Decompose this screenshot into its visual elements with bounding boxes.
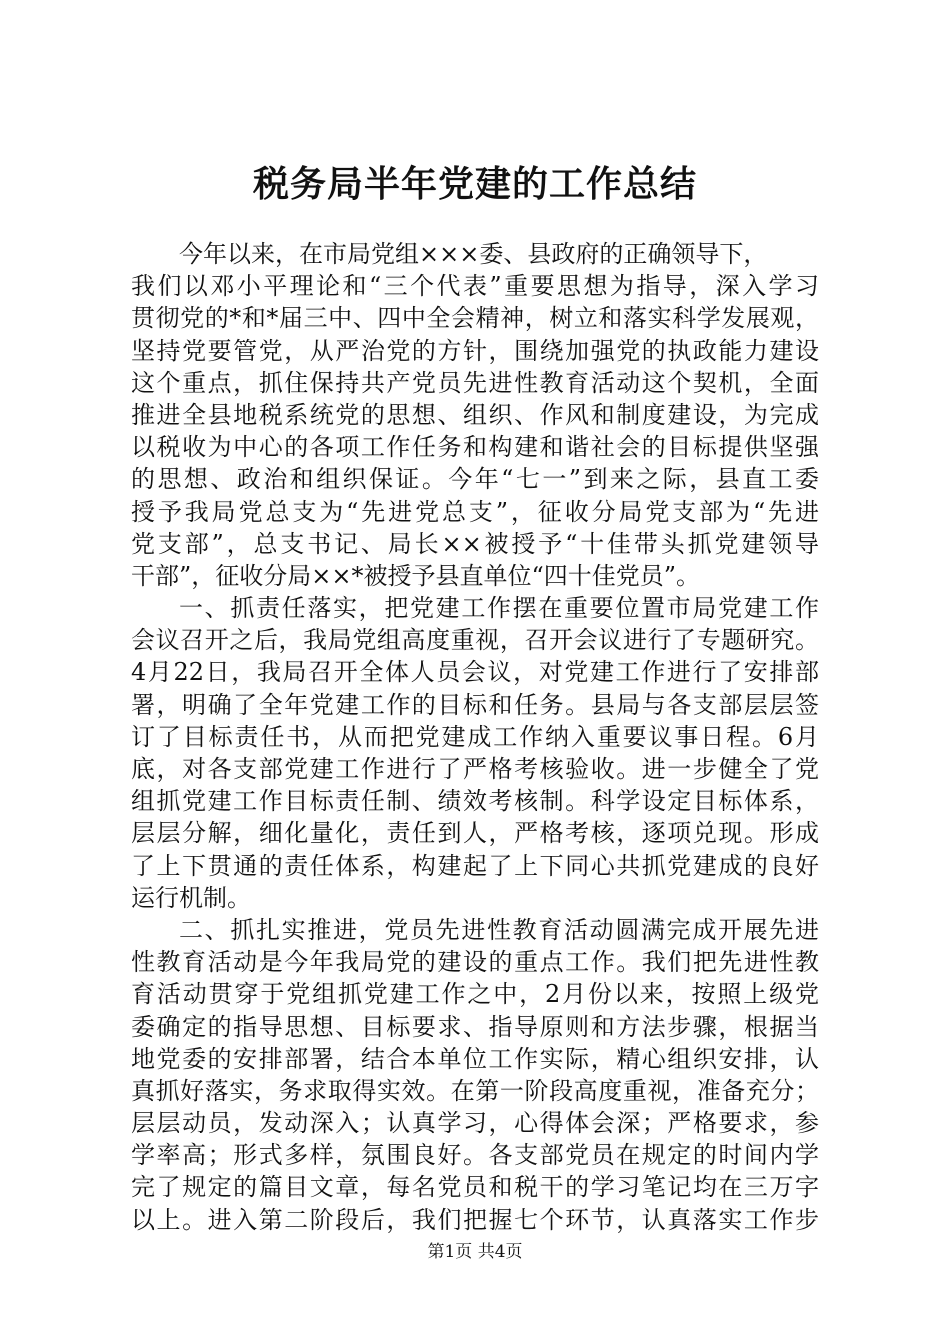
body-line: 坚持党要管党，从严治党的方针，围绕加强党的执政能力建设 xyxy=(131,336,819,365)
body-line: 运行机制。 xyxy=(131,883,251,912)
body-line: 一、抓责任落实，把党建工作摆在重要位置市局党建工作 xyxy=(179,594,819,623)
body-line: 会议召开之后，我局党组高度重视，召开会议进行了专题研究。 xyxy=(131,626,819,655)
body-line: 干部”，征收分局××*被授予县直单位“四十佳党员”。 xyxy=(131,561,701,590)
body-line: 以上。进入第二阶段后，我们把握七个环节，认真落实工作步 xyxy=(131,1205,819,1234)
body-line: 贯彻党的*和*届三中、四中全会精神，树立和落实科学发展观， xyxy=(131,304,819,333)
body-line: 真抓好落实，务求取得实效。在第一阶段高度重视，准备充分； xyxy=(131,1076,819,1105)
body-line: 的思想、政治和组织保证。今年“七一”到来之际，县直工委 xyxy=(131,465,819,494)
body-line: 我们以邓小平理论和“三个代表”重要思想为指导，深入学习 xyxy=(131,272,819,301)
page-footer: 第1页 共4页 xyxy=(427,1242,523,1262)
body-line: 层层动员，发动深入；认真学习，心得体会深；严格要求，参 xyxy=(131,1109,819,1138)
body-line: 完了规定的篇目文章，每名党员和税干的学习笔记均在三万字 xyxy=(131,1173,819,1202)
body-line: 组抓党建工作目标责任制、绩效考核制。科学设定目标体系， xyxy=(131,787,819,816)
body-line: 这个重点，抓住保持共产党员先进性教育活动这个契机，全面 xyxy=(131,368,819,397)
body-line: 性教育活动是今年我局党的建设的重点工作。我们把先进性教 xyxy=(131,948,819,977)
body-line: 二、抓扎实推进，党员先进性教育活动圆满完成开展先进 xyxy=(179,915,819,944)
document-title: 税务局半年党建的工作总结 xyxy=(252,163,697,205)
body-line: 授予我局党总支为“先进党总支”，征收分局党支部为“先进 xyxy=(131,497,819,526)
body-line: 推进全县地税系统党的思想、组织、作风和制度建设，为完成 xyxy=(131,400,819,429)
body-line: 了上下贯通的责任体系，构建起了上下同心共抓党建成的良好 xyxy=(131,851,819,880)
body-line: 地党委的安排部署，结合本单位工作实际，精心组织安排，认 xyxy=(131,1044,819,1073)
body-line: 育活动贯穿于党组抓党建工作之中，2月份以来，按照上级党 xyxy=(131,980,819,1009)
body-line: 党支部”，总支书记、局长××被授予“十佳带头抓党建领导 xyxy=(131,529,819,558)
body-line: 4月22日，我局召开全体人员会议，对党建工作进行了安排部 xyxy=(131,658,819,687)
document-body xyxy=(0,238,950,1236)
body-line: 委确定的指导思想、目标要求、指导原则和方法步骤，根据当 xyxy=(131,1012,819,1041)
body-line: 底，对各支部党建工作进行了严格考核验收。进一步健全了党 xyxy=(131,755,819,783)
body-line: 学率高；形式多样，氛围良好。各支部党员在规定的时间内学 xyxy=(131,1141,819,1170)
body-line: 以税收为中心的各项工作任务和构建和谐社会的目标提供坚强 xyxy=(131,433,819,462)
body-line: 层层分解，细化量化，责任到人，严格考核，逐项兑现。形成 xyxy=(131,819,819,848)
body-line: 今年以来，在市局党组×××委、县政府的正确领导下， xyxy=(179,240,768,268)
body-line: 署，明确了全年党建工作的目标和任务。县局与各支部层层签 xyxy=(131,690,819,719)
body-line: 订了目标责任书，从而把党建成工作纳入重要议事日程。6月 xyxy=(131,722,819,751)
